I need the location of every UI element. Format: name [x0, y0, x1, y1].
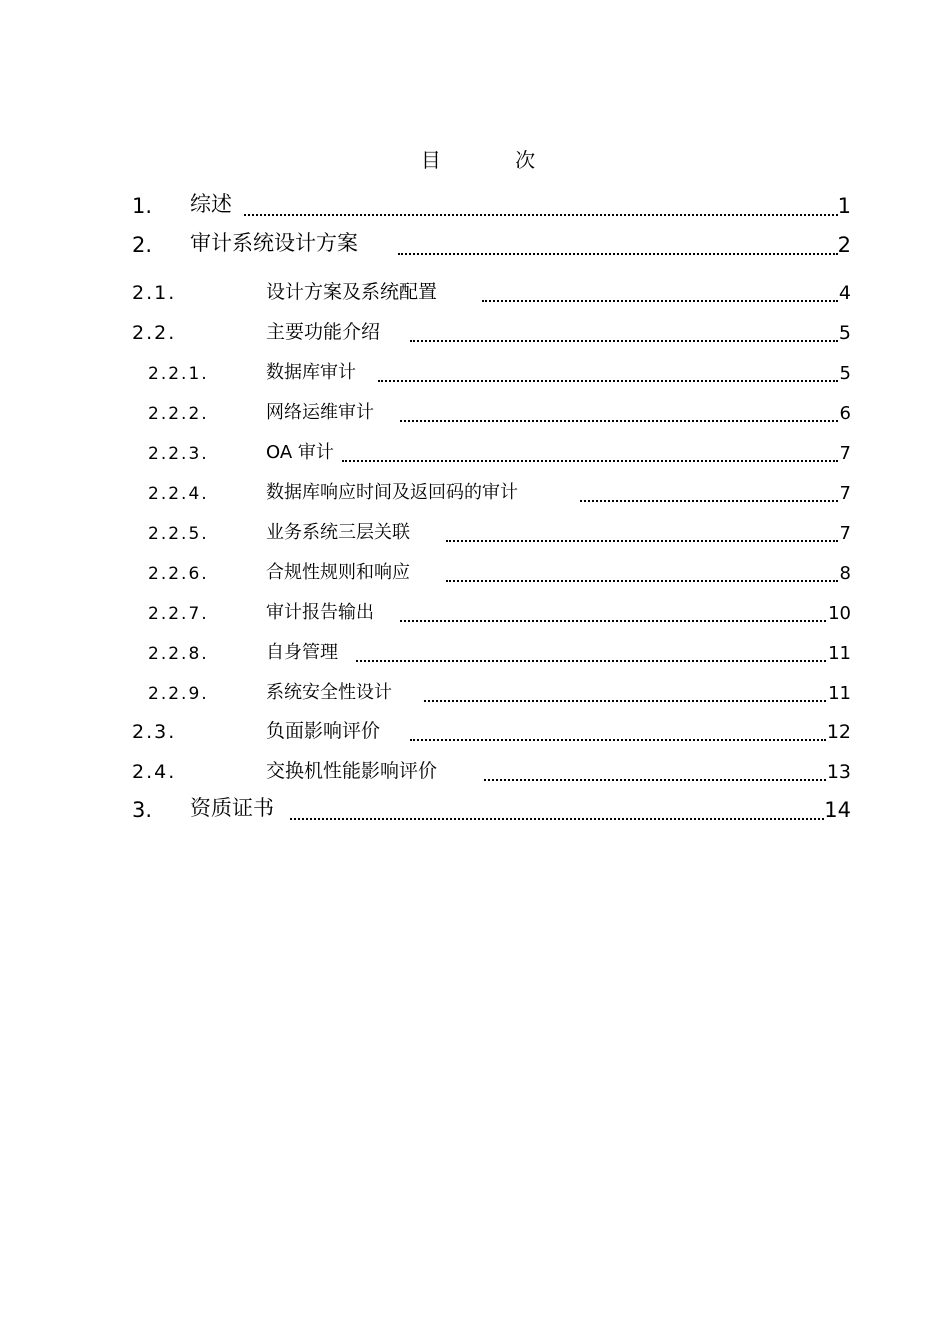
toc-entry-page: 7 — [839, 483, 851, 504]
toc-entry-title: 自身管理 — [266, 642, 338, 663]
toc-entry-number: 2.2.7. — [148, 604, 209, 624]
toc-entry-page: 2 — [837, 233, 851, 257]
toc-dot-leader — [484, 779, 826, 781]
toc-entry[interactable] — [0, 356, 950, 390]
toc-dot-leader — [482, 300, 838, 302]
toc-entry[interactable] — [0, 316, 950, 350]
toc-entry-page: 4 — [838, 282, 851, 304]
toc-entry[interactable] — [0, 190, 950, 224]
toc-entry-number: 2.1. — [132, 282, 177, 304]
toc-entry[interactable] — [0, 755, 950, 789]
toc-entry-number: 2.3. — [132, 721, 177, 743]
toc-entry-title: 综述 — [190, 192, 232, 216]
toc-entry-number: 2.2.4. — [148, 484, 209, 504]
toc-dot-leader — [446, 540, 838, 542]
toc-entry-title: 审计系统设计方案 — [190, 231, 358, 255]
toc-entry-number: 2.2.9. — [148, 684, 209, 704]
toc-entry-title: 审计报告输出 — [266, 602, 374, 623]
toc-entry[interactable] — [0, 229, 950, 263]
toc-entry-page: 7 — [839, 443, 851, 464]
toc-dot-leader — [410, 340, 838, 342]
toc-heading: 目 次 — [420, 148, 570, 172]
toc-entry-page: 10 — [828, 603, 851, 624]
toc-entry-page: 11 — [828, 683, 851, 704]
toc-entry[interactable] — [0, 596, 950, 630]
toc-entry[interactable] — [0, 396, 950, 430]
toc-entry-page: 7 — [839, 523, 851, 544]
toc-entry-number: 2.4. — [132, 761, 177, 783]
toc-entry-number: 2.2.6. — [148, 564, 209, 584]
toc-entry-page: 6 — [839, 403, 851, 424]
toc-entry-number: 3. — [132, 798, 153, 822]
toc-dot-leader — [356, 660, 826, 662]
toc-entry[interactable] — [0, 636, 950, 670]
toc-entry[interactable] — [0, 794, 950, 828]
toc-entry-number: 2.2.2. — [148, 404, 209, 424]
toc-entry-number: 2.2. — [132, 322, 177, 344]
toc-entry-title: 网络运维审计 — [266, 402, 374, 423]
toc-entry[interactable] — [0, 476, 950, 510]
toc-entry-page: 13 — [826, 761, 851, 783]
toc-entry-page: 8 — [839, 563, 851, 584]
toc-entry-page: 14 — [824, 798, 851, 822]
toc-dot-leader — [378, 380, 838, 382]
toc-dot-leader — [424, 700, 826, 702]
toc-entry-title: 合规性规则和响应 — [266, 562, 410, 583]
toc-entry-title: 数据库响应时间及返回码的审计 — [266, 482, 518, 503]
toc-entry-number: 2.2.5. — [148, 524, 209, 544]
toc-entry[interactable] — [0, 715, 950, 749]
toc-entry-title: 负面影响评价 — [266, 720, 381, 742]
toc-entry-title: OA 审计 — [266, 442, 334, 463]
toc-entry[interactable] — [0, 516, 950, 550]
toc-entry-title: 主要功能介绍 — [266, 321, 381, 343]
toc-entry-title: 数据库审计 — [266, 362, 356, 383]
toc-entry-page: 5 — [839, 363, 851, 384]
toc-entry-number: 1. — [132, 194, 153, 218]
toc-dot-leader — [244, 214, 838, 216]
toc-entry-title: 系统安全性设计 — [266, 682, 392, 703]
toc-dot-leader — [400, 620, 826, 622]
toc-dot-leader — [446, 580, 838, 582]
toc-entry[interactable] — [0, 676, 950, 710]
toc-entry-number: 2.2.8. — [148, 644, 209, 664]
toc-dot-leader — [410, 739, 826, 741]
toc-entry[interactable] — [0, 556, 950, 590]
toc-entry-title: 设计方案及系统配置 — [266, 281, 438, 303]
toc-entry-title: 交换机性能影响评价 — [266, 760, 438, 782]
toc-dot-leader — [290, 818, 824, 820]
toc-entry-number: 2. — [132, 233, 153, 257]
toc-entry-title: 资质证书 — [190, 796, 274, 820]
toc-entry-number: 2.2.3. — [148, 444, 209, 464]
toc-entry-page: 11 — [828, 643, 851, 664]
toc-dot-leader — [400, 420, 838, 422]
toc-entry[interactable] — [0, 436, 950, 470]
toc-entry-page: 5 — [838, 322, 851, 344]
toc-entry-number: 2.2.1. — [148, 364, 209, 384]
toc-entry-page: 1 — [837, 194, 851, 218]
toc-entry-title: 业务系统三层关联 — [266, 522, 410, 543]
toc-dot-leader — [580, 500, 838, 502]
toc-entry-page: 12 — [826, 721, 851, 743]
toc-entry[interactable] — [0, 276, 950, 310]
toc-dot-leader — [398, 253, 838, 255]
toc-dot-leader — [342, 460, 838, 462]
